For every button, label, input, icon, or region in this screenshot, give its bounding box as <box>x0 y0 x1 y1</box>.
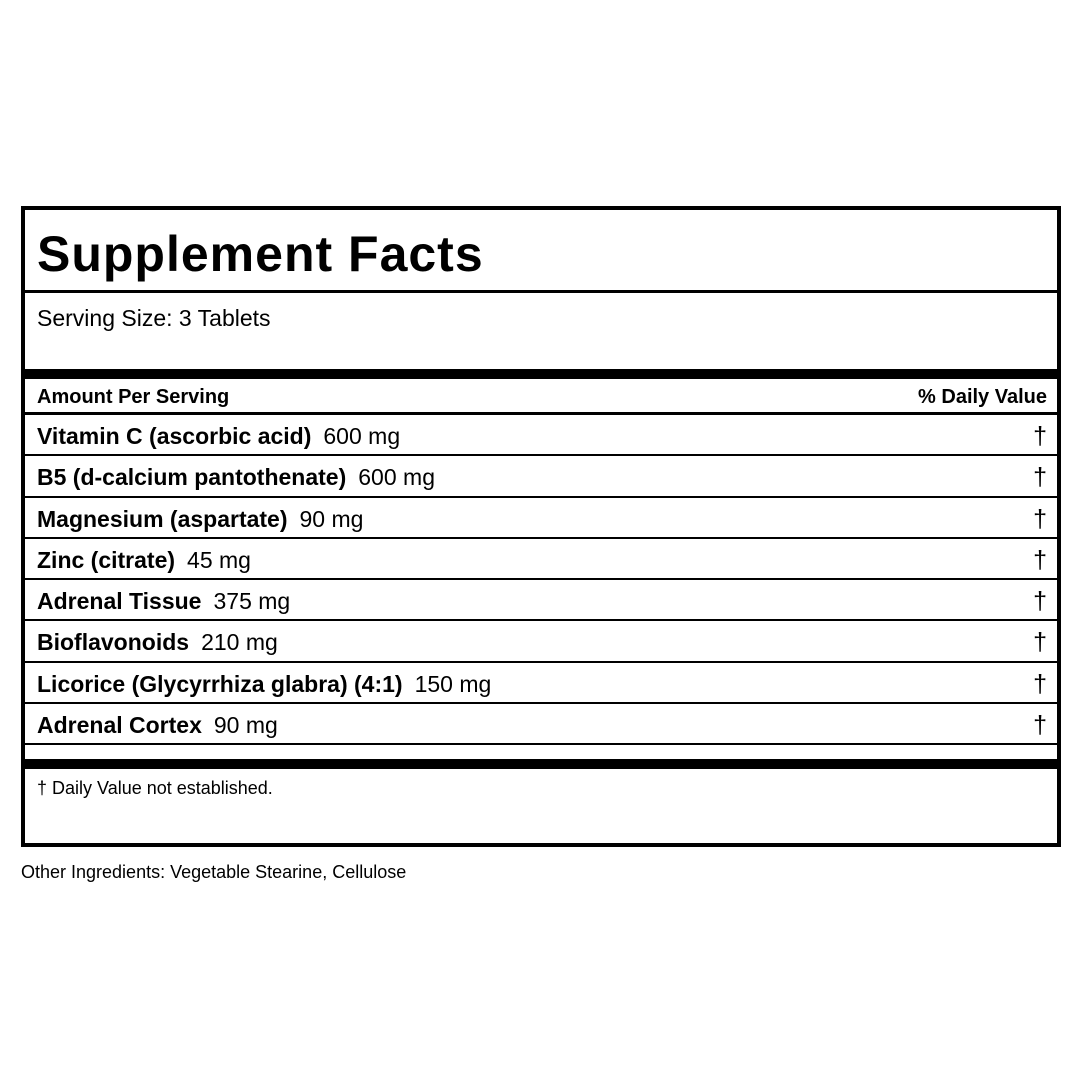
nutrient-row <box>25 663 1057 704</box>
nutrient-name: Bioflavonoids <box>37 629 190 656</box>
nutrient-name: Adrenal Tissue <box>37 588 202 614</box>
nutrient-amount: 210 mg <box>201 629 278 656</box>
nutrient-amount: 45 mg <box>187 546 251 573</box>
nutrient-name: Vitamin C (ascorbic acid) <box>37 423 312 449</box>
daily-value-header: % Daily Value <box>918 386 1047 408</box>
thick-divider-top <box>25 369 1057 379</box>
daily-value-mark: † <box>1033 587 1047 615</box>
nutrient-entry <box>37 670 491 698</box>
nutrient-row <box>25 580 1057 621</box>
daily-value-mark: † <box>1033 669 1047 698</box>
nutrient-entry <box>37 546 251 574</box>
nutrient-row <box>25 456 1057 497</box>
title-section <box>25 210 1057 293</box>
daily-value-mark: † <box>1033 504 1047 533</box>
daily-value-mark: † <box>1033 628 1047 657</box>
daily-value-mark: † <box>1033 710 1047 739</box>
other-ingredients: Other Ingredients: Vegetable Stearine, Cellulose <box>21 862 407 882</box>
nutrient-name: Zinc (citrate) <box>37 546 176 573</box>
nutrient-entry <box>37 463 435 491</box>
nutrient-amount: 600 mg <box>358 464 435 491</box>
nutrient-row <box>25 498 1057 539</box>
nutrient-name: B5 (d-calcium pantothenate) <box>37 464 347 491</box>
nutrient-entry <box>37 711 278 739</box>
nutrient-row <box>25 415 1057 456</box>
nutrient-list <box>25 415 1057 745</box>
nutrient-amount: 90 mg <box>213 711 278 738</box>
nutrient-row <box>25 704 1057 745</box>
thick-divider-bottom <box>25 759 1057 769</box>
daily-value-mark: † <box>1033 463 1047 492</box>
nutrient-name: Adrenal Cortex <box>37 711 202 738</box>
nutrient-name: Licorice (Glycyrrhiza glabra) (4:1) <box>37 670 403 697</box>
amount-per-serving-header: Amount Per Serving <box>37 386 230 408</box>
nutrient-entry <box>37 628 278 656</box>
nutrient-row <box>25 539 1057 580</box>
serving-size: Serving Size: 3 Tablets <box>37 305 271 331</box>
nutrient-entry <box>37 587 290 615</box>
serving-section <box>25 293 1057 369</box>
daily-value-footnote: † Daily Value not established. <box>37 778 273 798</box>
column-header-row <box>25 379 1057 415</box>
nutrient-row <box>25 621 1057 662</box>
supplement-facts-panel <box>21 206 1061 847</box>
nutrient-amount: 150 mg <box>414 670 492 697</box>
daily-value-mark: † <box>1033 545 1047 574</box>
nutrient-entry <box>37 422 400 450</box>
nutrient-name: Magnesium (aspartate) <box>37 505 288 532</box>
nutrient-amount: 600 mg <box>323 423 401 449</box>
panel-title: Supplement Facts <box>37 226 484 282</box>
nutrient-entry <box>37 505 363 533</box>
daily-value-mark: † <box>1033 422 1047 450</box>
nutrient-amount: 375 mg <box>213 588 291 614</box>
nutrient-amount: 90 mg <box>299 505 364 532</box>
